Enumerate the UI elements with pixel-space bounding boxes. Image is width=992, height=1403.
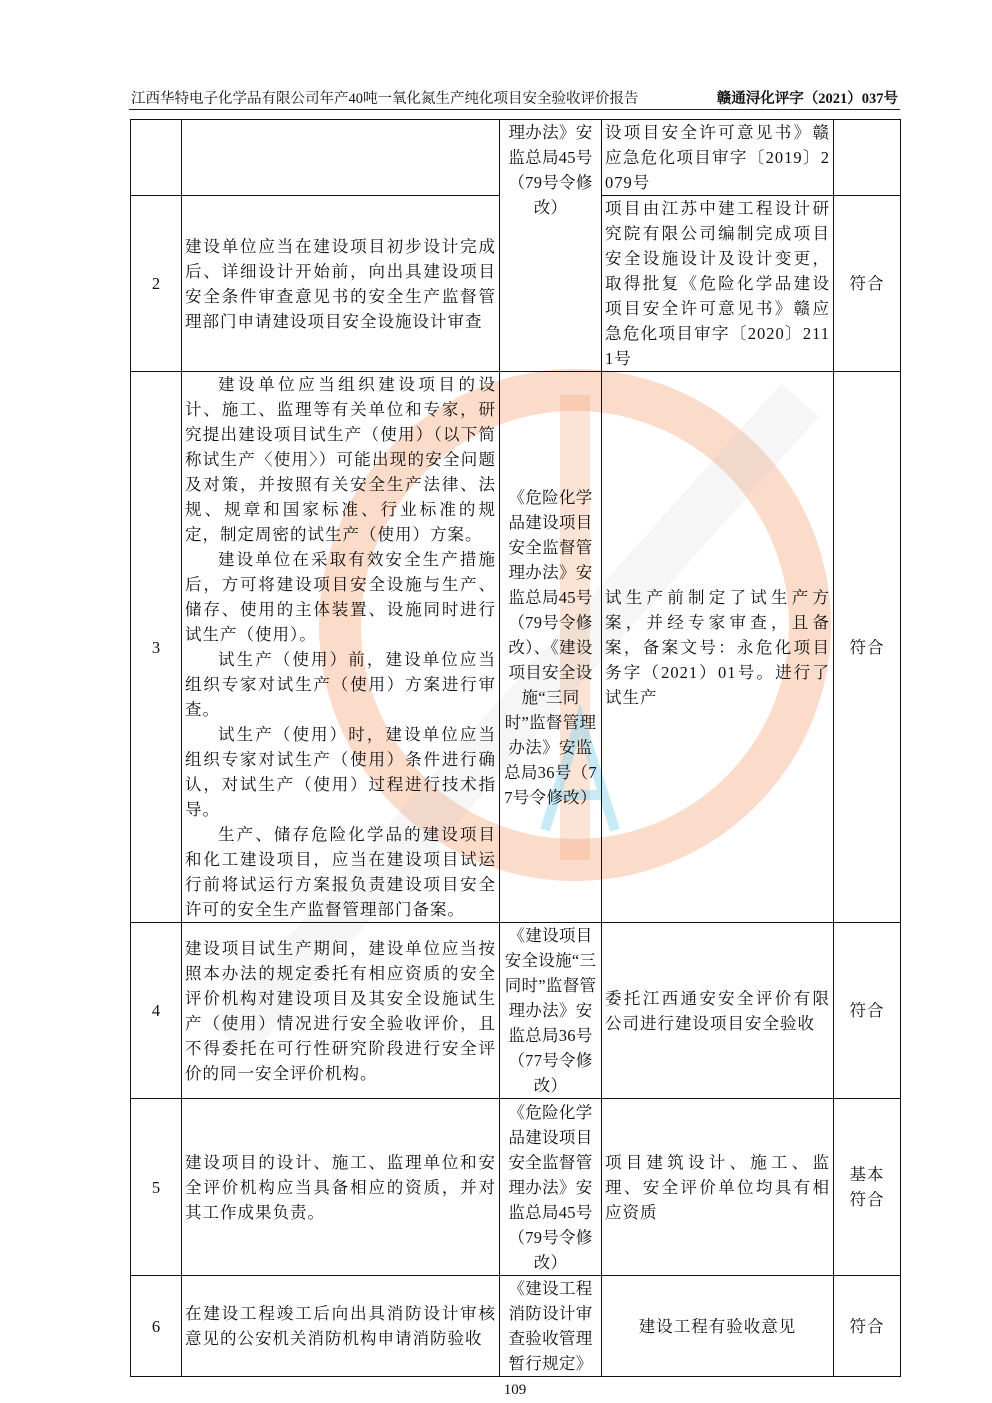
- requirement-paragraph: 建设单位应当组织建设项目的设计、施工、监理等有关单位和专家，研究提出建设项目试生产（使用）（以下简称试生产〈使用〉）可能出现的安全问题及对策，并按照有关安全生产法律、法规、规章和国家标准、行业标准的规定，制定周密的试生产（使用）方案。: [185, 375, 496, 544]
- row-number: 2: [131, 196, 182, 372]
- requirement-cell: 在建设工程竣工后向出具消防设计审核意见的公安机关消防机构申请消防验收: [182, 1276, 500, 1377]
- result-cell: 符合: [834, 196, 901, 372]
- fact-cell: 项目建筑设计、施工、监理、安全评价单位均具有相应资质: [602, 1099, 834, 1276]
- result-cell: [834, 120, 901, 196]
- requirement-cell: 建设项目的设计、施工、监理单位和安全评价机构应当具备相应的资质，并对其工作成果负责。: [182, 1099, 500, 1276]
- result-cell: 符合: [834, 1276, 901, 1377]
- requirement-paragraph: 试生产（使用）时，建设单位应当组织专家对试生产（使用）条件进行确认，对试生产（使用）过程进行技术指导。: [185, 725, 496, 819]
- fact-cell: 项目由江苏中建工程设计研究院有限公司编制完成项目安全设施设计及设计变更，取得批复《危险化学品建设项目安全许可意见书》赣应急危化项目审字〔2020〕2111号: [602, 196, 834, 372]
- requirement-paragraph: 试生产（使用）前，建设单位应当组织专家对试生产（使用）方案进行审查。: [185, 650, 496, 719]
- document-number: 赣通浔化评字（2021）037号: [716, 91, 898, 107]
- requirement-cell: [182, 372, 500, 923]
- basis-cell: 《建设项目安全设施“三同时”监督管理办法》安监总局36号（77号令修改）: [500, 923, 602, 1099]
- row-number: 6: [131, 1276, 182, 1377]
- fact-cell: 建设工程有验收意见: [602, 1276, 834, 1377]
- compliance-table: [130, 119, 901, 1377]
- table-row: [131, 372, 901, 923]
- page-number: 109: [503, 1382, 527, 1398]
- row-number: [131, 120, 182, 196]
- fact-cell: 试生产前制定了试生产方案，并经专家审查，且备案，备案文号：永危化项目务字（2021）01号。进行了试生产: [602, 372, 834, 923]
- fact-cell: 委托江西通安安全评价有限公司进行建设项目安全验收: [602, 923, 834, 1099]
- basis-cell: 理办法》安监总局45号（79号令修改）: [500, 120, 602, 372]
- table-row: [131, 1276, 901, 1377]
- table-row: [131, 120, 901, 196]
- page-content: [130, 119, 900, 1400]
- row-number: 3: [131, 372, 182, 923]
- requirement-cell: 建设项目试生产期间，建设单位应当按照本办法的规定委托有相应资质的安全评价机构对建设项目及其安全设施试生产（使用）情况进行安全验收评价，且不得委托在可行性研究阶段进行安全评价的同一安全评价机构。: [182, 923, 500, 1099]
- requirement-paragraph: 生产、储存危险化学品的建设项目和化工建设项目，应当在建设项目试运行前将试运行方案报负责建设项目安全许可的安全生产监督管理部门备案。: [185, 825, 496, 919]
- requirement-cell: 建设单位应当在建设项目初步设计完成后、详细设计开始前，向出具建设项目安全条件审查意见书的安全生产监督管理部门申请建设项目安全设施设计审查: [182, 196, 500, 372]
- requirement-cell: [182, 120, 500, 196]
- row-number: 4: [131, 923, 182, 1099]
- result-cell: 基本符合: [834, 1099, 901, 1276]
- result-cell: 符合: [834, 923, 901, 1099]
- page-header: [131, 86, 898, 108]
- basis-cell: 《危险化学品建设项目安全监督管理办法》安监总局45号（79号令修改）、《建设项目安全设施“三同时”监督管理办法》安监总局36号（77号令修改）: [500, 372, 602, 923]
- table-row: [131, 1099, 901, 1276]
- result-cell: 符合: [834, 372, 901, 923]
- fact-cell: 设项目安全许可意见书》赣应急危化项目审字〔2019〕2079号: [602, 120, 834, 196]
- table-row: [131, 923, 901, 1099]
- report-title: 江西华特电子化学品有限公司年产40吨一氧化氮生产纯化项目安全验收评价报告: [131, 91, 639, 107]
- requirement-paragraph: 建设单位在采取有效安全生产措施后，方可将建设项目安全设施与生产、储存、使用的主体装置、设施同时进行试生产（使用）。: [185, 550, 496, 644]
- basis-cell: 《建设工程消防设计审查验收管理暂行规定》: [500, 1276, 602, 1377]
- header-divider: [129, 109, 900, 110]
- row-number: 5: [131, 1099, 182, 1276]
- basis-cell: 《危险化学品建设项目安全监督管理办法》安监总局45号（79号令修改）: [500, 1099, 602, 1276]
